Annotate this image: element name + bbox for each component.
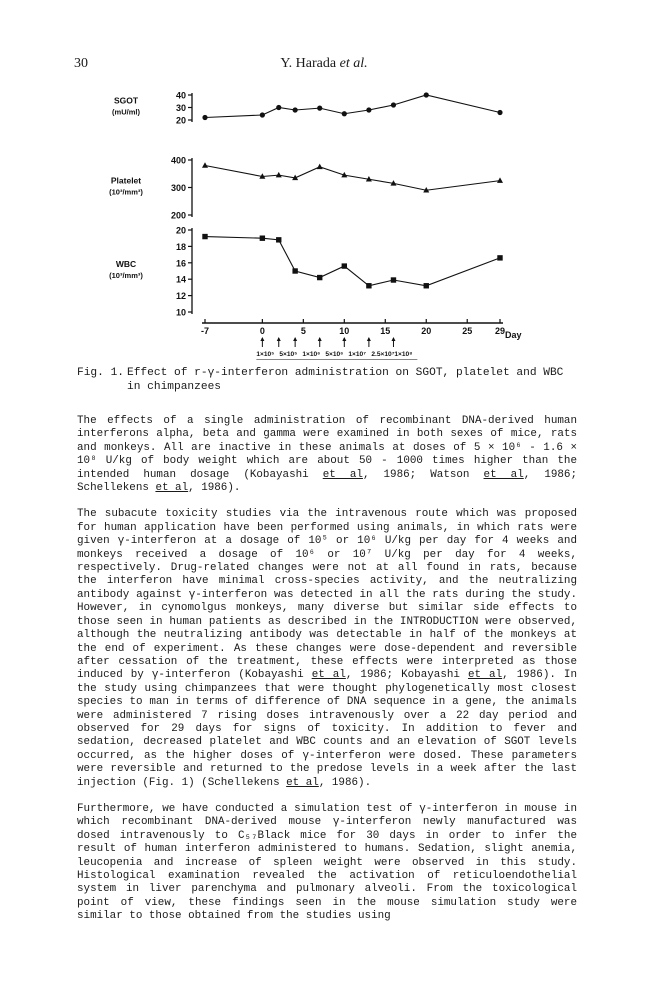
y-tick-label: 10	[175, 307, 186, 318]
data-point	[391, 277, 396, 282]
x-tick-label: 25	[462, 326, 473, 336]
data-point	[260, 112, 265, 117]
data-point	[497, 177, 503, 182]
y-tick-label: 30	[175, 103, 186, 113]
data-point	[276, 105, 281, 110]
citation-et-al: et al	[311, 669, 346, 682]
data-point	[292, 268, 297, 273]
series-line-platelet	[205, 166, 500, 191]
data-point	[366, 283, 371, 288]
panel-label: SGOT	[113, 95, 139, 106]
figure-number: Fig. 1.	[77, 367, 124, 379]
dose-arrowhead	[260, 337, 264, 341]
dose-arrowhead	[277, 337, 281, 341]
dose-label: 5×10⁵	[279, 351, 298, 358]
y-tick-label: 300	[170, 183, 186, 193]
text-run: , 1986).	[188, 482, 241, 495]
dose-arrowhead	[367, 337, 371, 341]
panel-label: Platelet	[110, 175, 142, 186]
data-point	[202, 234, 207, 239]
series-line-wbc	[205, 237, 500, 286]
x-tick-label: -7	[200, 326, 210, 336]
page-number: 30	[74, 56, 88, 71]
x-tick-label: 5	[300, 326, 306, 336]
y-tick-label: 200	[170, 210, 186, 221]
text-run: Furthermore, we have conducted a simulation test of γ-interferon in mouse in which recombinant DNA-derived mouse γ-interferon newly manufactured was dosed intravenously to C₅₇Black mice for 30 days in order to infer the result of human interferon administered to humans. Sedation, slight anemia, leucopenia and increase of spleen weight were observed in this study. Histological examination revealed the activation of reticuloendothelial system in liver parenchyma and pulmonary alveoli. From the toxicological point of view, these findings seen in the mouse simulation study were similar to those obtained from the studies using	[77, 802, 577, 923]
citation-et-al: et al	[155, 482, 189, 495]
y-tick-label: 18	[175, 241, 186, 252]
y-tick-label: 14	[175, 274, 186, 285]
dose-arrowhead	[391, 337, 395, 341]
data-point	[317, 164, 323, 169]
data-point	[342, 263, 347, 268]
x-tick-label: 10	[339, 326, 350, 336]
panel-unit: (10³/mm³)	[109, 187, 143, 197]
data-point	[497, 255, 502, 260]
body-text	[77, 415, 577, 937]
paragraph	[77, 803, 577, 924]
panel-label: WBC	[115, 259, 137, 269]
y-tick-label: 40	[175, 90, 186, 101]
x-tick-label: 20	[421, 326, 432, 336]
citation-et-al: et al	[483, 468, 524, 481]
figure-caption-text: Effect of r-γ-interferon administration on SGOT, platelet and WBC in chimpanzees	[127, 367, 564, 393]
data-point	[202, 162, 208, 167]
text-run: , 1986; Watson	[362, 468, 484, 481]
y-tick-label: 400	[170, 155, 186, 166]
data-point	[276, 237, 281, 242]
text-run: , 1986).	[318, 776, 372, 789]
author-suffix: et al.	[339, 56, 368, 71]
text-run: The subacute toxicity studies via the intravenous route which was proposed for human application have been performed using animals, in which rats were given γ-interferon at a dosage of 10⁵ or 10⁶ U/kg per day for 4 weeks and monkeys received a dosage of 10⁶ or 10⁷ U/kg per day for 4 weeks, respectively. Drug-related changes were not at all found in rats, because the interferon have minimal cross-species activity, and the neutralizing antibody against γ-interferon was detected in all the rats during the study. However, in cynomolgus monkeys, many diverse but similar side effects to those seen in human patients as described in the INTRODUCTION were observed, although the neutralizing antibody was detectable in half of the monkeys at the end of experiment. As these changes were dose-dependent and reversible after cessation of the treatment, these effects were interpreted as those induced by γ-interferon (Kobayashi	[77, 508, 577, 682]
data-point	[497, 110, 502, 115]
dose-label: 1×10⁸	[394, 351, 413, 358]
x-tick-label: 0	[259, 326, 265, 336]
y-tick-label: 20	[175, 225, 186, 236]
data-point	[391, 102, 396, 107]
x-tick-label: 29	[494, 326, 506, 336]
dose-arrowhead	[293, 337, 297, 341]
y-tick-label: 12	[175, 291, 186, 302]
y-tick-label: 16	[175, 258, 186, 269]
data-point	[276, 172, 282, 177]
dose-label: 1×10⁷	[348, 351, 366, 358]
paragraph	[77, 415, 577, 495]
dose-label: 1×10⁵	[256, 351, 275, 358]
text-run: The effects of a single administration of recombinant DNA-derived human interferons alpha, beta and gamma were examined in both sexes of mice, rats and monkeys. All are inactive in these animals at doses of 5 × 10⁶ - 1.6 × 10⁸ U/kg of body weight which are about 50 - 1000 times higher than the intended human dosage (Kobayashi	[77, 415, 577, 481]
citation-et-al: et al	[467, 669, 503, 682]
author-name: Y. Harada	[280, 56, 337, 71]
y-tick-label: 20	[175, 115, 186, 126]
text-run: , 1986; Kobayashi	[345, 669, 468, 682]
dose-label: 5×10⁶	[325, 351, 344, 358]
dose-label: 1×10⁶	[302, 351, 321, 358]
dose-label: 2.5×10⁷	[371, 351, 395, 358]
dose-arrowhead	[342, 337, 346, 341]
data-point	[260, 236, 265, 241]
running-header	[0, 56, 648, 76]
data-point	[293, 107, 298, 112]
panel-unit: (10³/mm³)	[109, 271, 143, 280]
x-axis-label: Day	[505, 330, 522, 340]
panel-unit: (mU/ml)	[112, 107, 140, 117]
data-point	[317, 106, 322, 111]
running-author	[0, 56, 648, 72]
citation-et-al: et al	[322, 468, 363, 481]
figure-1-chart	[100, 80, 540, 360]
data-point	[342, 111, 347, 116]
series-line-sgot	[205, 95, 500, 118]
text-run: , 1986; Schellekens	[77, 468, 577, 495]
data-point	[202, 115, 207, 120]
text-run: , 1986). In the study using chimpanzees that were thought phylogenetically most closest species to man in terms of difference of DNA sequence in a gene, the animals were administered 7 rising doses intravenously over a 22 day period and observed for 29 days for signs of toxicity. In addition to fever and sedation, decreased platelet and WBC counts and an elevation of SGOT levels occurred, as the higher doses of γ-interferon were dosed. These parameters were reversible and returned to the predose levels in a week after the last injection (Fig. 1) (Schellekens	[77, 669, 578, 789]
data-point	[424, 92, 429, 97]
dose-arrowhead	[318, 337, 322, 341]
data-point	[317, 275, 322, 280]
x-tick-label: 15	[380, 326, 391, 336]
data-point	[366, 107, 371, 112]
data-point	[424, 283, 429, 288]
citation-et-al: et al	[286, 776, 319, 789]
paragraph	[77, 508, 577, 790]
